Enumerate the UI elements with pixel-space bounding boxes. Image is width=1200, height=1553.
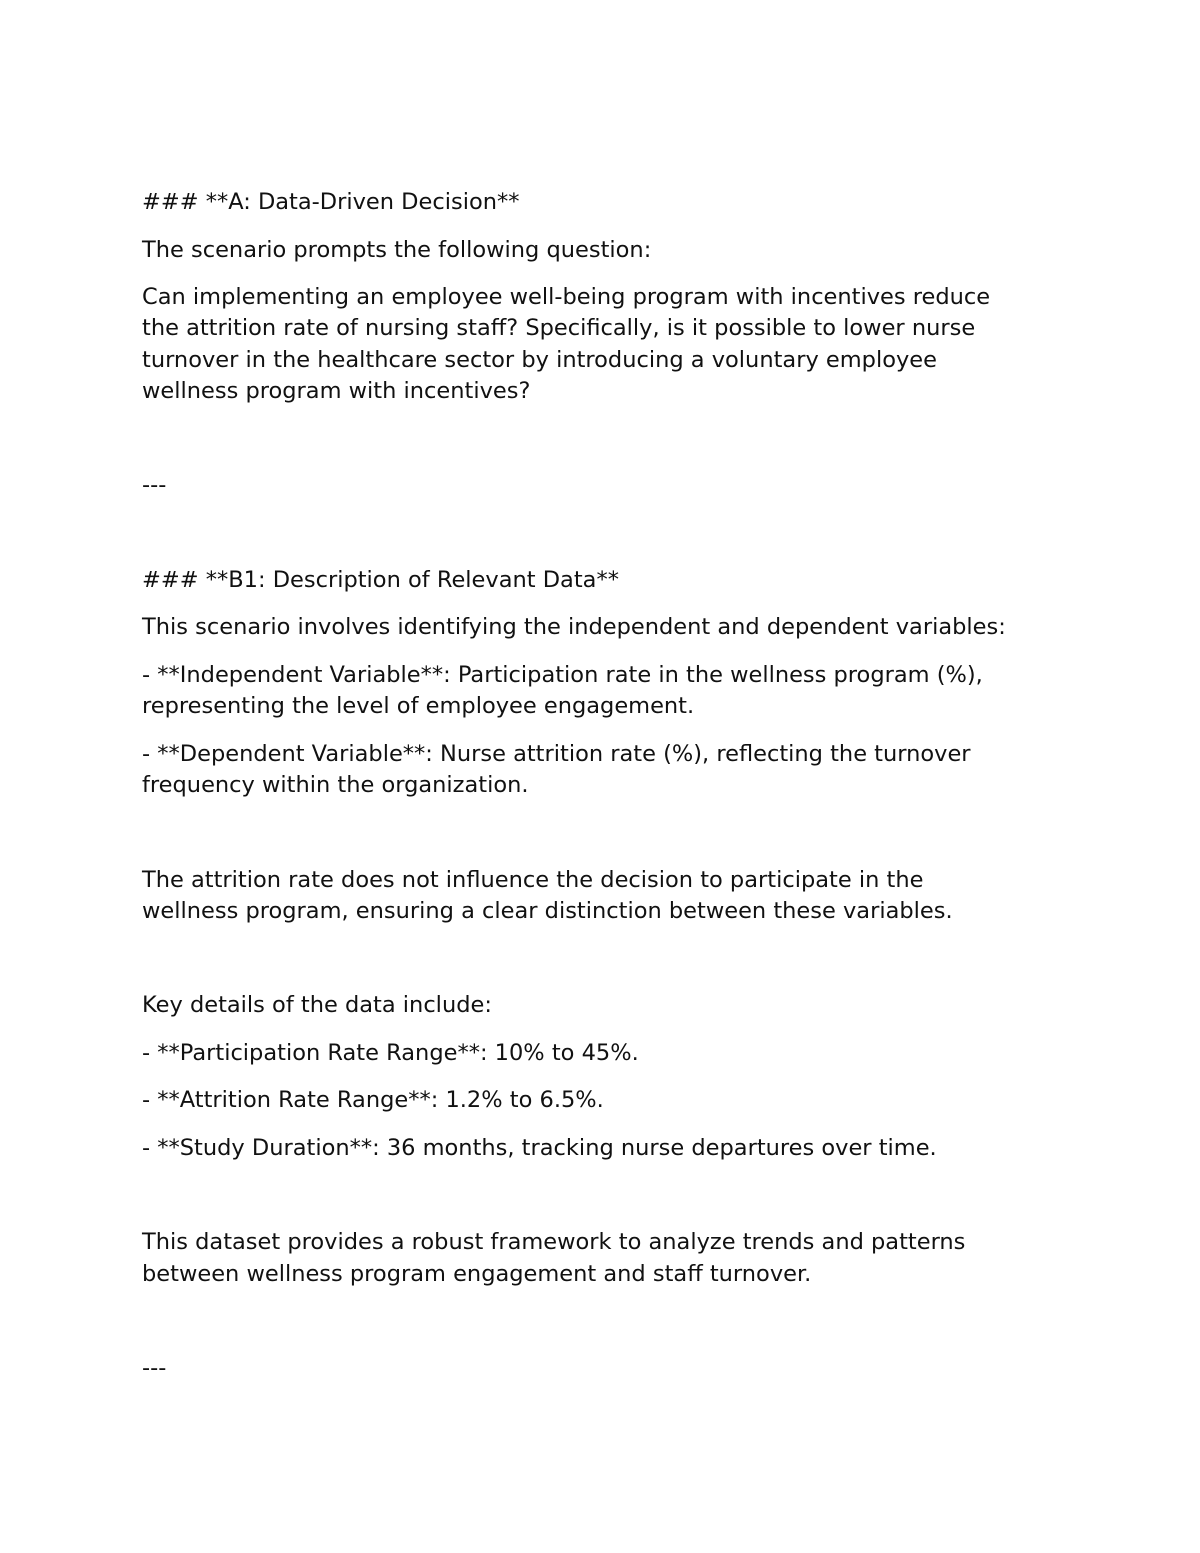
question-line: wellness program with incentives? [142,378,531,404]
key-details-intro: Key details of the data include: [142,992,492,1018]
conclusion-line: between wellness program engagement and staff turnover. [142,1261,812,1287]
independent-variable-line: representing the level of employee engagement. [142,693,695,719]
conclusion-line: This dataset provides a robust framework to analyze trends and patterns [142,1229,966,1255]
section-a-heading: ### **A: Data-Driven Decision** [142,189,520,215]
section-a-intro: The scenario prompts the following question: [142,237,652,263]
question-line: the attrition rate of nursing staff? Specifically, is it possible to lower nurse [142,315,976,341]
dependent-variable-line: - **Dependent Variable**: Nurse attrition rate (%), reflecting the turnover [142,741,971,767]
dependent-variable-line: frequency within the organization. [142,772,529,798]
distinction-line: wellness program, ensuring a clear distinction between these variables. [142,898,953,924]
question-line: turnover in the healthcare sector by introducing a voluntary employee [142,347,937,373]
detail-bullet: - **Participation Rate Range**: 10% to 45%. [142,1040,639,1066]
question-line: Can implementing an employee well-being program with incentives reduce [142,284,991,310]
distinction-line: The attrition rate does not influence the decision to participate in the [142,867,924,893]
detail-bullet: - **Study Duration**: 36 months, tracking nurse departures over time. [142,1135,937,1161]
section-b1-heading: ### **B1: Description of Relevant Data** [142,567,619,593]
detail-bullet: - **Attrition Rate Range**: 1.2% to 6.5%. [142,1087,604,1113]
section-b1-intro: This scenario involves identifying the independent and dependent variables: [142,614,1006,640]
separator: --- [142,472,167,498]
independent-variable-line: - **Independent Variable**: Participation rate in the wellness program (%), [142,662,983,688]
separator: --- [142,1355,167,1381]
